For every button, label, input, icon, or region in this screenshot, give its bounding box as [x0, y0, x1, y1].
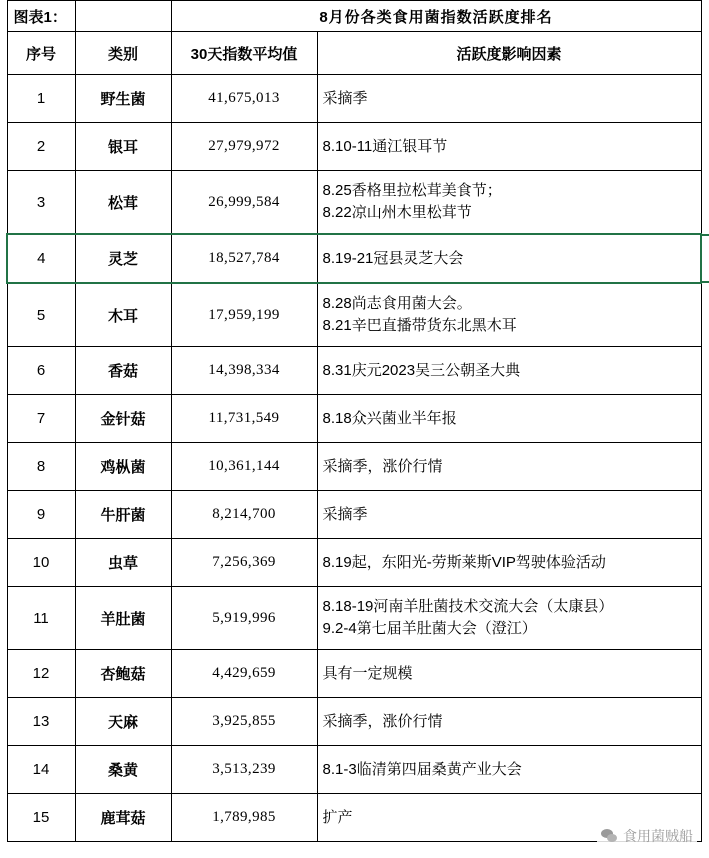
table-row[interactable]	[7, 491, 701, 539]
row-index: 7	[7, 395, 75, 443]
table-row[interactable]	[7, 171, 701, 235]
row-index: 14	[7, 746, 75, 794]
row-factors	[317, 283, 701, 347]
watermark-text: 食用菌贼船	[623, 828, 693, 844]
column-header-average: 30天指数平均值	[171, 32, 317, 75]
row-factors	[317, 698, 701, 746]
table-row[interactable]	[7, 650, 701, 698]
row-average: 8,214,700	[171, 491, 317, 539]
factor-line: 采摘季	[322, 505, 368, 523]
row-factors	[317, 234, 701, 283]
row-factors	[317, 539, 701, 587]
factor-line: 采摘季	[322, 89, 368, 107]
column-header-category: 类别	[75, 32, 171, 75]
row-category: 野生菌	[75, 75, 171, 123]
row-category: 桑黄	[75, 746, 171, 794]
factor-line: 8.21辛巴直播带货东北黑木耳	[322, 317, 517, 334]
row-category: 灵芝	[75, 234, 171, 283]
row-category: 金针菇	[75, 395, 171, 443]
factor-line: 8.28尚志食用菌大会。	[322, 295, 472, 313]
row-category: 杏鲍菇	[75, 650, 171, 698]
row-index: 13	[7, 698, 75, 746]
wechat-icon	[601, 829, 618, 843]
factor-line: 8.18-19河南羊肚菌技术交流大会（太康县）	[322, 598, 614, 616]
left-gutter	[0, 0, 6, 858]
factor-line: 8.25香格里拉松茸美食节；	[322, 182, 502, 200]
table-row-selected[interactable]	[7, 234, 701, 283]
row-average: 1,789,985	[171, 794, 317, 842]
row-factors	[317, 123, 701, 171]
row-category: 木耳	[75, 283, 171, 347]
row-category: 香菇	[75, 347, 171, 395]
row-average: 3,925,855	[171, 698, 317, 746]
table-row[interactable]	[7, 347, 701, 395]
table-row[interactable]	[7, 395, 701, 443]
table-row[interactable]	[7, 123, 701, 171]
factor-line: 采摘季，涨价行情	[322, 457, 443, 475]
factor-line: 采摘季，涨价行情	[322, 712, 443, 730]
watermark	[597, 824, 697, 848]
table-row[interactable]	[7, 443, 701, 491]
row-factors	[317, 171, 701, 235]
mushroom-index-table	[6, 0, 702, 842]
factor-line: 8.31庆元2023吴三公朝圣大典	[322, 361, 521, 379]
table-row[interactable]	[7, 283, 701, 347]
row-index: 9	[7, 491, 75, 539]
row-index: 10	[7, 539, 75, 587]
column-header-factors: 活跃度影响因素	[317, 32, 701, 75]
factor-line: 具有一定规模	[322, 664, 413, 682]
row-average: 4,429,659	[171, 650, 317, 698]
row-average: 11,731,549	[171, 395, 317, 443]
row-factors	[317, 650, 701, 698]
row-index: 8	[7, 443, 75, 491]
row-factors	[317, 491, 701, 539]
row-index: 12	[7, 650, 75, 698]
factor-line: 8.19起，东阳光-劳斯莱斯VIP驾驶体验活动	[322, 553, 606, 571]
row-category: 羊肚菌	[75, 587, 171, 650]
row-average: 27,979,972	[171, 123, 317, 171]
factor-line: 8.18众兴菌业半年报	[322, 409, 457, 427]
row-category: 虫草	[75, 539, 171, 587]
selection-edge-marker	[700, 234, 709, 283]
row-index: 11	[7, 587, 75, 650]
table-row[interactable]	[7, 746, 701, 794]
factor-line: 8.10-11通江银耳节	[322, 137, 448, 155]
table-row[interactable]	[7, 75, 701, 123]
factor-line: 8.1-3临清第四届桑黄产业大会	[322, 760, 522, 778]
factor-line: 8.19-21冠县灵芝大会	[322, 249, 464, 267]
caption-label: 图表1：	[7, 1, 75, 32]
row-average: 7,256,369	[171, 539, 317, 587]
row-category: 鹿茸菇	[75, 794, 171, 842]
row-factors	[317, 395, 701, 443]
table-body	[7, 1, 701, 842]
factor-line: 8.22凉山州木里松茸节	[322, 204, 472, 221]
table-row[interactable]	[7, 539, 701, 587]
row-index: 5	[7, 283, 75, 347]
caption-row	[7, 1, 701, 32]
row-category: 鸡枞菌	[75, 443, 171, 491]
row-factors	[317, 587, 701, 650]
row-average: 14,398,334	[171, 347, 317, 395]
row-average: 5,919,996	[171, 587, 317, 650]
factor-line: 9.2-4第七届羊肚菌大会（澄江）	[322, 620, 537, 637]
row-index: 4	[7, 234, 75, 283]
table-row[interactable]	[7, 698, 701, 746]
row-average: 17,959,199	[171, 283, 317, 347]
row-factors	[317, 75, 701, 123]
row-index: 6	[7, 347, 75, 395]
row-category: 牛肝菌	[75, 491, 171, 539]
row-average: 41,675,013	[171, 75, 317, 123]
caption-spacer	[75, 1, 171, 32]
row-index: 3	[7, 171, 75, 235]
row-average: 26,999,584	[171, 171, 317, 235]
row-category: 天麻	[75, 698, 171, 746]
row-factors	[317, 746, 701, 794]
row-average: 18,527,784	[171, 234, 317, 283]
column-header-index: 序号	[7, 32, 75, 75]
row-index: 1	[7, 75, 75, 123]
row-index: 15	[7, 794, 75, 842]
table-title: 8月份各类食用菌指数活跃度排名	[171, 1, 701, 32]
factor-line: 扩产	[322, 808, 353, 826]
row-average: 3,513,239	[171, 746, 317, 794]
table-row[interactable]	[7, 587, 701, 650]
row-category: 银耳	[75, 123, 171, 171]
row-factors	[317, 443, 701, 491]
row-average: 10,361,144	[171, 443, 317, 491]
row-factors	[317, 347, 701, 395]
row-category: 松茸	[75, 171, 171, 235]
row-index: 2	[7, 123, 75, 171]
header-row	[7, 32, 701, 75]
